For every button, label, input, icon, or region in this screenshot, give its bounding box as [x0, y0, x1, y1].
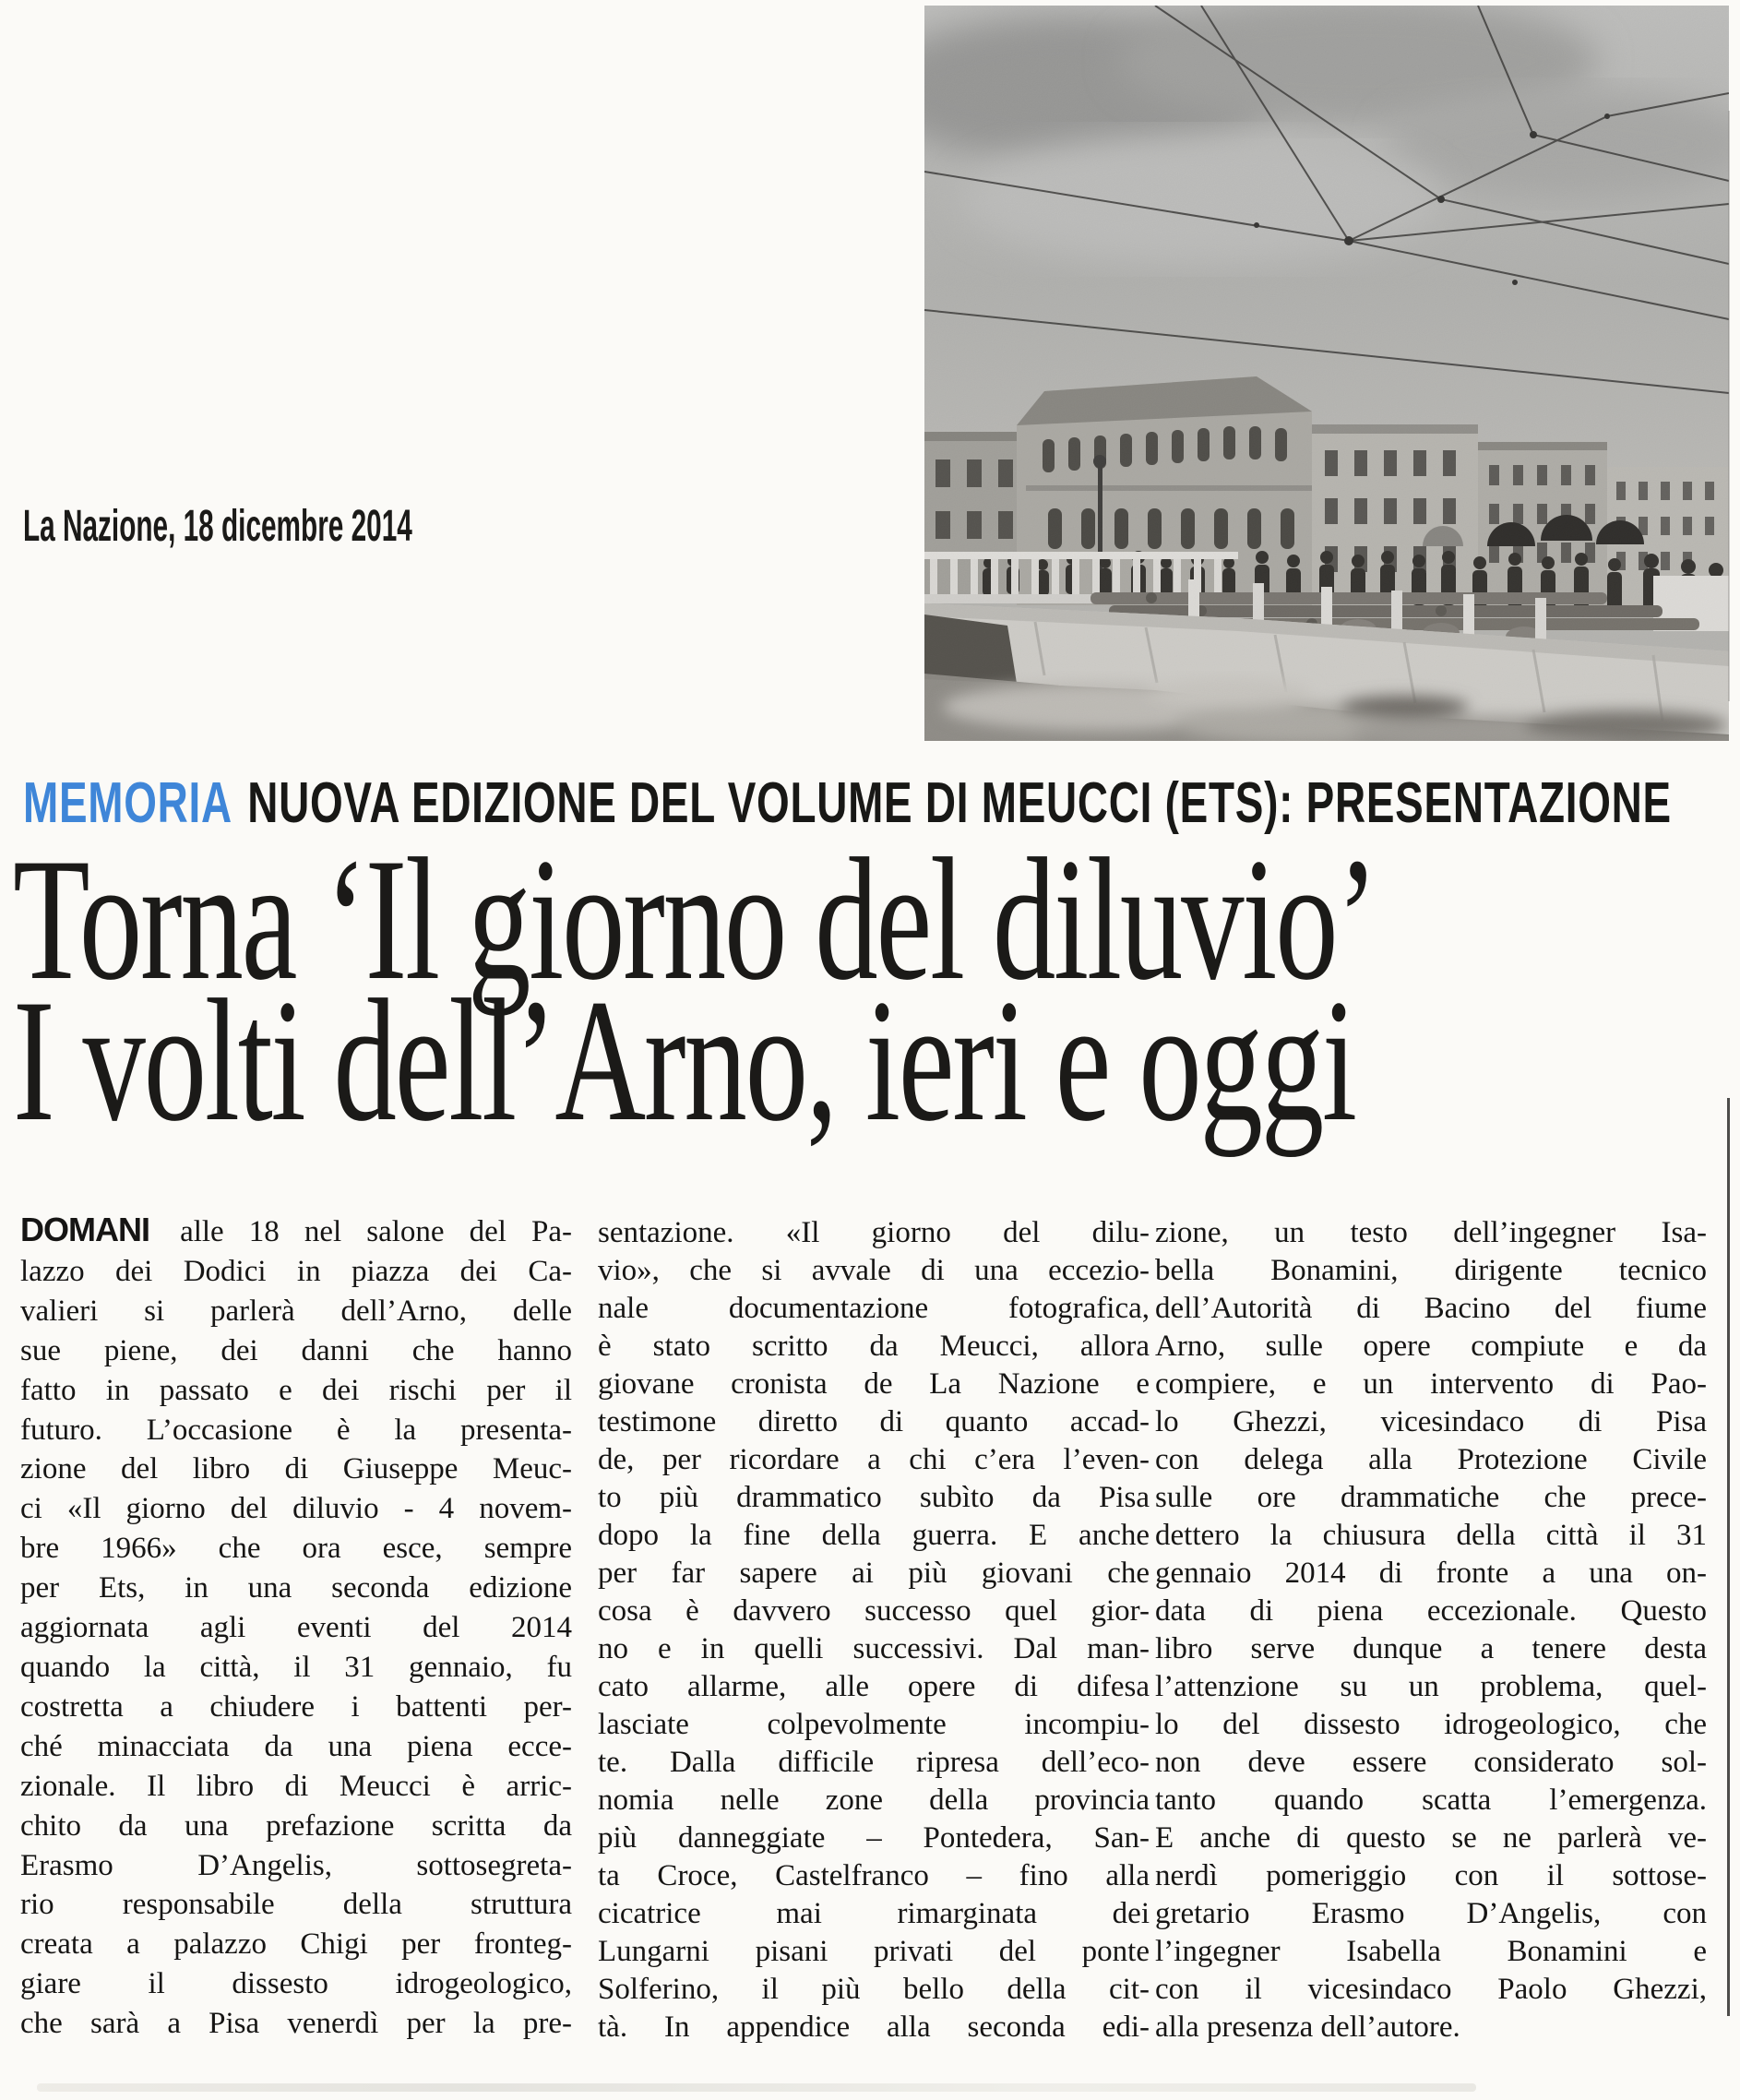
flood-photo-illustration — [924, 6, 1729, 741]
source-note — [23, 503, 650, 552]
body-line: non deve essere considerato sol- — [1155, 1746, 1707, 1779]
body-line: data di piena eccezionale. Questo — [1155, 1594, 1707, 1628]
body-line: chito da una prefazione scritta da — [20, 1808, 572, 1843]
body-line: ché minacciata da una piena ecce- — [20, 1729, 572, 1763]
body-line: lo Ghezzi, vicesindaco di Pisa — [1155, 1405, 1707, 1438]
body-line: l’attenzione su un problema, quel- — [1155, 1670, 1707, 1703]
source-note-text: La Nazione, 18 dicembre 2014 — [23, 502, 412, 551]
headline-line-2 — [13, 964, 1738, 1158]
body-line: Arno, sulle opere compiute e da — [1155, 1330, 1707, 1363]
body-line: gretario Erasmo D’Angelis, con — [1155, 1897, 1707, 1930]
body-line: lasciate colpevolmente incompiu- — [598, 1708, 1150, 1741]
body-line: Lungarni pisani privati del ponte — [598, 1935, 1150, 1968]
headline-line-1 — [13, 823, 1738, 1017]
body-line: nomia nelle zone della provincia — [598, 1784, 1150, 1817]
body-line: sentazione. «Il giorno del dilu- — [598, 1216, 1150, 1249]
body-line: per Ets, in una seconda edizione — [20, 1571, 572, 1605]
body-line: alla presenza dell’autore. — [1155, 2011, 1460, 2044]
body-line: più danneggiate – Pontedera, San- — [598, 1821, 1150, 1855]
headline — [13, 823, 1738, 1158]
body-line: dettero la chiusura della città il 31 — [1155, 1519, 1707, 1552]
scan-edge-line-top — [1728, 111, 1730, 701]
body-line: valieri si parlerà dell’Arno, delle — [20, 1294, 572, 1328]
body-line: testimone diretto di quanto accad- — [598, 1405, 1150, 1438]
article-column-1 — [20, 1211, 572, 2044]
body-line: tà. In appendice alla seconda edi- — [598, 2011, 1150, 2044]
body-line: nale documentazione fotografica, — [598, 1292, 1150, 1325]
body-line: lazzo dei Dodici in piazza dei Ca- — [20, 1254, 572, 1288]
body-line: tanto quando scatta l’emergenza. — [1155, 1784, 1707, 1817]
body-line: dell’Autorità di Bacino del fiume — [1155, 1292, 1707, 1325]
body-line: costretta a chiudere i battenti per- — [20, 1689, 572, 1724]
body-line: bre 1966» che ora esce, sempre — [20, 1532, 572, 1566]
body-line: libro serve dunque a tenere desta — [1155, 1632, 1707, 1665]
body-line: nerdì pomeriggio con il sottose- — [1155, 1859, 1707, 1892]
body-line: è stato scritto da Meucci, allora — [598, 1330, 1150, 1363]
article-column-3 — [1155, 1214, 1707, 2046]
body-line: dopo la fine della guerra. E anche — [598, 1519, 1150, 1552]
body-line: zione, un testo dell’ingegner Isa- — [1155, 1216, 1707, 1249]
body-line: cosa è davvero successo quel gior- — [598, 1594, 1150, 1628]
body-line: giovane cronista de La Nazione e — [598, 1367, 1150, 1401]
body-line: ci «Il giorno del diluvio - 4 novem- — [20, 1492, 572, 1526]
body-line: ta Croce, Castelfranco – fino alla — [598, 1859, 1150, 1892]
headline-line-1-text: Torna ‘Il giorno del diluvio’ — [13, 823, 1377, 1017]
body-line: con il vicesindaco Paolo Ghezzi, — [1155, 1973, 1707, 2006]
article-lead-in: DOMANI — [20, 1211, 149, 1248]
flood-photo — [924, 6, 1729, 741]
body-line: zionale. Il libro di Meucci è arric- — [20, 1769, 572, 1803]
column-edge-rule — [1727, 1098, 1730, 2016]
body-line: compiere, e un intervento di Pao- — [1155, 1367, 1707, 1401]
body-line: de, per ricordare a chi c’era l’even- — [598, 1443, 1150, 1476]
body-line: quando la città, il 31 gennaio, fu — [20, 1650, 572, 1684]
body-line: fatto in passato e dei rischi per il — [20, 1373, 572, 1407]
body-line: sulle ore drammatiche che prece- — [1155, 1481, 1707, 1514]
body-line: cato allarme, alle opere di difesa — [598, 1670, 1150, 1703]
body-line: futuro. L’occasione è la presenta- — [20, 1413, 572, 1447]
body-line: gennaio 2014 di fronte a una on- — [1155, 1557, 1707, 1590]
body-line: zione del libro di Giuseppe Meuc- — [20, 1452, 572, 1486]
body-line: per far sapere ai più giovani che — [598, 1557, 1150, 1590]
body-line: giare il dissesto idrogeologico, — [20, 1967, 572, 2001]
kicker-text: NUOVA EDIZIONE DEL VOLUME DI MEUCCI (ETS): PRESENTAZIONE — [247, 771, 1672, 835]
body-line: sue piene, dei danni che hanno — [20, 1333, 572, 1367]
body-line: Solferino, il più bello della cit- — [598, 1973, 1150, 2006]
body-line: l’ingegner Isabella Bonamini e — [1155, 1935, 1707, 1968]
headline-line-2-text: I volti dell’Arno, ieri e oggi — [13, 964, 1355, 1158]
body-line: creata a palazzo Chigi per fronteg- — [20, 1927, 572, 1962]
body-line: Erasmo D’Angelis, sottosegreta- — [20, 1848, 572, 1882]
body-line: aggiornata agli eventi del 2014 — [20, 1611, 572, 1645]
body-line: lo del dissesto idrogeologico, che — [1155, 1708, 1707, 1741]
body-line: te. Dalla difficile ripresa dell’eco- — [598, 1746, 1150, 1779]
body-line: DOMANI alle 18 nel salone del Pa- — [20, 1211, 572, 1248]
scan-artifact-smudge — [37, 2083, 1476, 2092]
body-line: con delega alla Protezione Civile — [1155, 1443, 1707, 1476]
body-line: che sarà a Pisa venerdì per la pre- — [20, 2007, 572, 2041]
body-line: bella Bonamini, dirigente tecnico — [1155, 1254, 1707, 1287]
body-line: vio», che si avvale di una eccezio- — [598, 1254, 1150, 1287]
kicker-tag: MEMORIA — [23, 771, 232, 835]
body-line: E anche di questo se ne parlerà ve- — [1155, 1821, 1707, 1855]
body-line: cicatrice mai rimarginata dei — [598, 1897, 1150, 1930]
body-line: rio responsabile della struttura — [20, 1888, 572, 1922]
body-line: to più drammatico subìto da Pisa — [598, 1481, 1150, 1514]
body-line: no e in quelli successivi. Dal man- — [598, 1632, 1150, 1665]
article-column-2 — [598, 1214, 1150, 2046]
